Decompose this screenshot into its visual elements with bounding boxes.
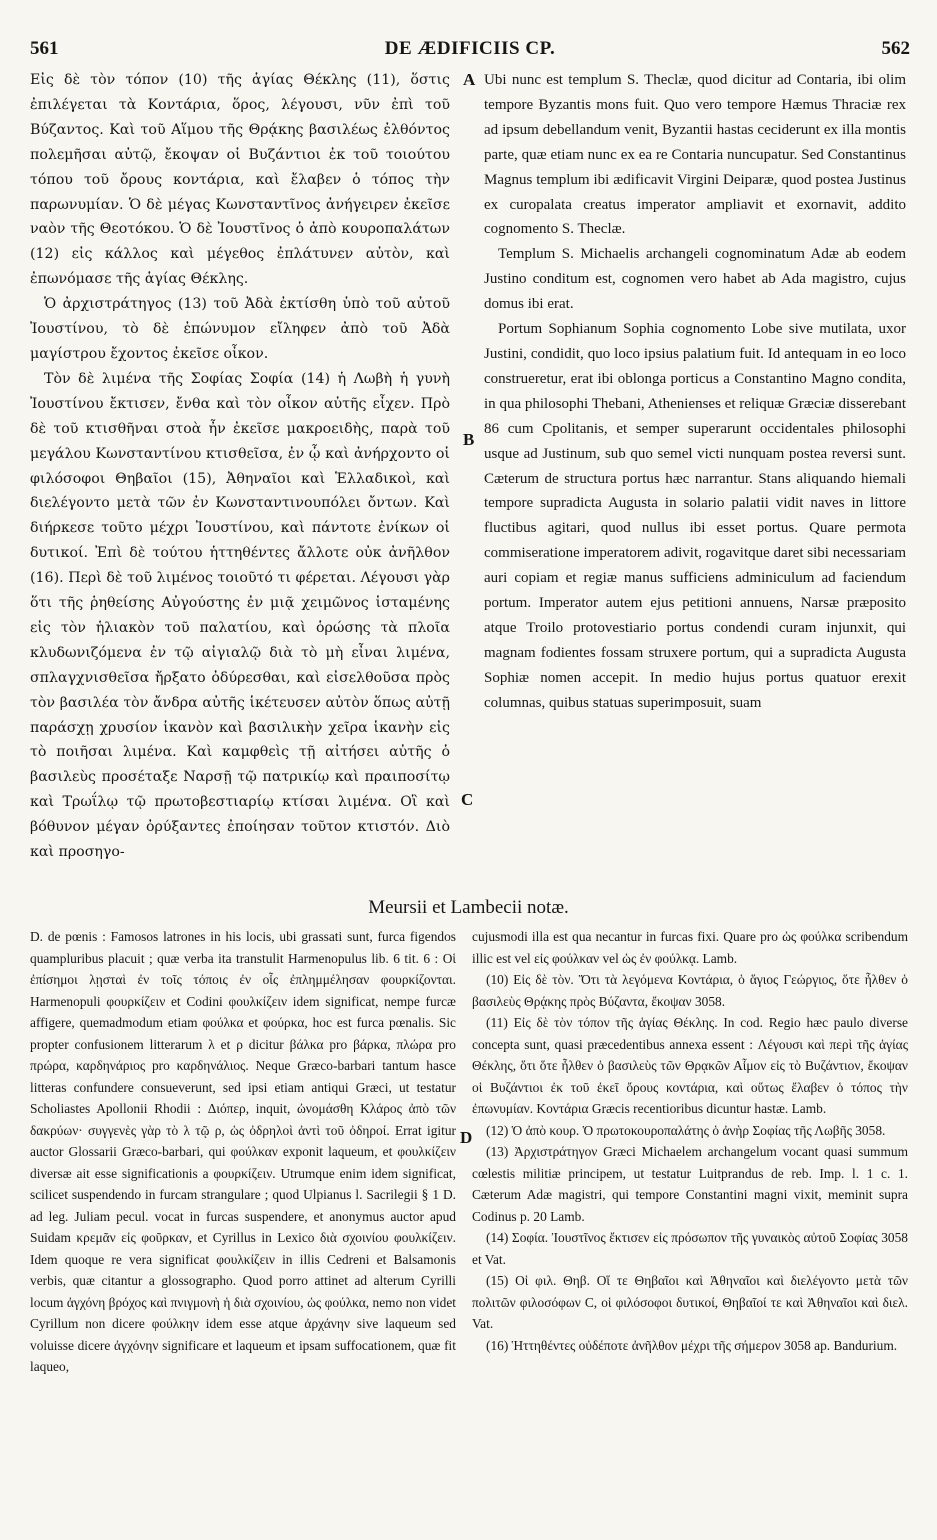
page-header: [30, 38, 910, 62]
note-paragraph: (15) Οἱ φιλ. Θηβ. Οἵ τε Θηβαῖοι καὶ Ἀθηναῖοι καὶ διελέγοντο μετὰ τῶν πολιτῶν φιλοσόφων C, οἱ φιλόσοφοι δυτικοί, Θηβαῖοί τε καὶ Ἀθηναῖοι καὶ διελ. Vat.: [472, 1273, 908, 1331]
section-marker-d: D: [460, 1128, 473, 1147]
latin-paragraph: Ubi nunc est templum S. Theclæ, quod dicitur ad Contaria, ibi olim tempore Byzantis mons fuit. Quo vero tempore Hæmus Thraciæ rex ad ipsum debellandum venit, Byzantii hastas ceciderunt ex illa montis parte, quæ etiam nunc ex ea re Contaria nuncupatur. Sed Constantinus Magnus templum ibi ædificavit Virgini Deiparæ, quod postea Justinus ex curopalata creatus imperator ampliavit et exornavit, addito cognomento S. Theclæ.: [484, 72, 906, 238]
running-title: DE ÆDIFICIIS CP.: [384, 38, 556, 59]
greek-paragraph: Ὁ ἀρχιστράτηγος (13) τοῦ Ἀδὰ ἐκτίσθη ὑπὸ τοῦ αὐτοῦ Ἰουστίνου, τὸ δὲ ἐπώνυμον εἴληφεν ἀπὸ τοῦ Ἀδὰ μαγίστρου ἔχοντος ἐκεῖσε οἶκον.: [30, 296, 450, 362]
note-paragraph: D. de pœnis : Famosos latrones in his locis, ubi grassati sunt, furca figendos quampluribus placuit ; quæ verba ita transtulit Harmenopulus lib. 6 tit. 6 : Οἱ ἐπίσημοι λῃσταὶ ἐν τοῖς τόποις ἐν οἷς ἐπλημμέλησαν φουρκίζονται. Harmenopuli φουρκίζειν et Codini φουλκίζειν idem significat, nempe furcæ affigere, quemadmodum etiam φούλκα et φούρκα, hoc est furca pœnalis. Sic propter confusionem litterarum λ et ρ dicitur βάλκα pro βάρκα, πλώρα pro πρώρα, καρδηνάριος pro καρδηνάλιος. Neque Græco-barbari tantum hasce litteras confundere consueverunt, sed ipsi etiam antiqui Græci, ut testatur Scholiastes Apollonii Rhodii : Διόπερ, inquit, ὠνομάσθη Κλάρος ἀπὸ τῶν δακρύων· συγγενὲς γὰρ τὸ λ τῷ ρ, ὡς ὀδρηλοὶ ἀντὶ τοῦ ὀδηροί. Errat igitur auctor Glossarii Græco-barbari, qui φούλκαν exponit laqueum, et φουλκίζειν diversæ ait esse significationis a φουρκίζειν. Utrumque enim idem significat, scilicet suspendendo in furcam strangulare ; quod Ulpianus l. Sacrilegii § 1 D. ad leg. Juliam pecul. vocat in furcas suspendere, et anonymus auctor apud Suidam κρεμᾶν εἰς φοῦρκαν, et Cyrillus in Lexico διὰ σχοινίου φουλκίζειν. Idem quoque re vera significat φουλκίζειν in illis Cedreni et Balsamonis verbis, quæ citantur a glossographo. Quod porro attinet ad alterum Cyrilli locum ἀγχόνη βρόχος καὶ πνιγμονὴ ἡ διὰ σχοινίου, ὡς φούλκα, nemo non videt Cyrillum non dicere φούλκην idem esse atque ἀρχάνην sive laqueum sed voluisse dicere ἀγχόνην significare et laqueum et ipsam suffocationem, quæ fit laqueo,: [30, 929, 456, 1374]
note-paragraph: (11) Εἰς δὲ τὸν τόπον τῆς ἁγίας Θέκλης. In cod. Regio hæc paulo diverse concepta sunt, quasi præcedentibus annexa essent : Λέγουσι καὶ περὶ τῆς ἁγίας Θέκλης, ὅτι ὅτε ἦλθεν ὁ βασιλεὺς τῶν Θρᾳκῶν Αἷμον εἰς τὸ Βυζάντιον, ἔκοψαν οἱ Βυζάντιοι ἐκ τοῦ ἐκεῖ ὄρους κοντάρια, καὶ οὕτως ἔλαβεν ὁ τόπος τὴν ἐπωνυμίαν. Κοντάρια Græcis recentioribus dicuntur hastæ. Lamb.: [472, 1015, 908, 1116]
page-number-right: 562: [881, 38, 910, 59]
note-paragraph: (10) Εἰς δὲ τὸν. Ὅτι τὰ λεγόμενα Κοντάρια, ὁ ἅγιος Γεώργιος, ὅτε ἦλθεν ὁ βασιλεὺς Θρᾴκης πρὸς Βύζαντα, ἔκοψαν 3058.: [472, 972, 908, 1009]
note-paragraph: (14) Σοφία. Ἰουστῖνος ἔκτισεν εἰς πρόσωπον τῆς γυναικὸς αὐτοῦ Σοφίας 3058 et Vat.: [472, 1230, 908, 1267]
latin-paragraph: Templum S. Michaelis archangeli cognominatum Adæ ab eodem Justino conditum est, cognomen vero habet ab Ada magistro, cujus domus ibi erat.: [484, 246, 906, 313]
notes-heading: Meursii et Lambecii notæ.: [368, 897, 569, 918]
note-paragraph: cujusmodi illa est qua necantur in furcas fixi. Quare pro ὡς φούλκα scribendum illic est vel εἰς φούλκαν vel ὡς ἐν φούλκᾳ. Lamb.: [472, 929, 908, 966]
section-marker-c: C: [461, 790, 474, 809]
notes-left-column: [30, 926, 456, 1378]
section-marker-a: A: [463, 70, 476, 89]
greek-text-column: [30, 68, 450, 865]
greek-paragraph: Εἰς δὲ τὸν τόπον (10) τῆς ἁγίας Θέκλης (11), ὅστις ἐπιλέγεται τὰ Κοντάρια, ὅρος, λέγουσι, νῦν ἐπὶ τοῦ Βύζαντος. Καὶ τοῦ Αἵμου τῆς Θρᾴκης βασιλέως ἐλθόντος πολεμῆσαι αὐτῷ, ἔκοψαν οἱ Βυζάντιοι ἐκ τοῦ τοιούτου τόπου τοῦ ὄρους κοντάρια, καὶ ἔλαβεν ὁ τόπος τὴν παρωνυμίαν. Ὁ δὲ μέγας Κωνσταντῖνος ἀνήγειρεν ἐκεῖσε ναὸν τῆς Θεοτόκου. Ὁ δὲ Ἰουστῖνος ὁ ἀπὸ κουροπαλάτων (12) εἰς κάλλος καὶ μέγεθος ἐπλάτυνεν αὐτὸν, καὶ ἐπωνόμασε τῆς ἁγίας Θέκλης.: [30, 72, 450, 288]
latin-paragraph: Portum Sophianum Sophia cognomento Lobe sive mutilata, uxor Justini, condidit, quo loco ipsius palatium fuit. Id antequam in eo loco construeretur, erat ibi oblonga porticus a Constantino Magno condita, in qua philosophi Thebani, Athenienses et reliquæ Græciæ disserebant 86 cum Cpolitanis, et semper superarunt occidentales philosophi usque ad Justinum, sub quo semel victi nunquam postea reversi sunt. Cæterum de structura portus hæc narrantur. Stans aliquando hiemali tempore supradicta Augusta in solario palatii vidit naves in littore fluctibus agitari, quod nullus ibi esset portus. Quare permota commiseratione imperatorem adivit, rogavitque daret sibi necessariam auri copiam et regiæ manus sufficiens adminiculum ad faciendum portum. Imperator autem ejus petitioni annuens, Narsæ præposito atque Troilo protovestiario portus condendi curam injunxit, qui magnam fodientes fossam struxere portum, qui a supradicta Augusta Sophiæ nomen accepit. In medio hujus portus quatuor erexit columnas, quibus statuas superimposuit, suam: [484, 321, 906, 711]
latin-translation-column: [484, 68, 906, 716]
note-paragraph: (12) Ὁ ἀπὸ κουρ. Ὁ πρωτοκουροπαλάτης ὁ ἀνὴρ Σοφίας τῆς Λωβῆς 3058.: [486, 1122, 886, 1138]
note-paragraph: (16) Ἡττηθέντες οὐδέποτε ἀνῆλθον μέχρι τῆς σήμερον 3058 ap. Bandurium.: [486, 1337, 898, 1353]
greek-paragraph: Τὸν δὲ λιμένα τῆς Σοφίας Σοφία (14) ἡ Λωβὴ ἡ γυνὴ Ἰουστίνου ἔκτισεν, ἔνθα καὶ τὸν οἶκον αὐτῆς εἶχεν. Πρὸ δὲ τοῦ κτισθῆναι στοὰ ἦν ἐκεῖσε μακροειδὴς, παρὰ τοῦ μεγάλου Κωνσταντίνου κτισθεῖσα, ἐν ᾧ καὶ ἀνήρχοντο οἱ φιλόσοφοι Θηβαῖοι (15), Ἀθηναῖοι καὶ Ἑλλαδικοὶ, καὶ διελέγοντο μετὰ τῶν ἐν Κωνσταντινουπόλει ὄντων. Καὶ διήρκεσε τοῦτο μέχρι Ἰουστίνου, καὶ πάντοτε ἐνίκων οἱ δυτικοί. Ἐπὶ δὲ τούτου ἡττηθέντες ἄλλοτε οὐκ ἀνῆλθον (16). Περὶ δὲ τοῦ λιμένος τοιοῦτό τι φέρεται. Λέγουσι γὰρ ὅτι τῆς ῥηθείσης Αὐγούστης ἐν μιᾷ χειμῶνος ἱσταμένης εἰς τὸν ἡλιακὸν τοῦ παλατίου, καὶ ὁρώσης τὰ πλοῖα κλυδωνιζόμενα ἐν τῷ αἰγιαλῷ διὰ τὸ μὴ εἶναι λιμένα, σπλαγχνισθεῖσα ἤρξατο ὀδύρεσθαι, καὶ εἰσελθοῦσα πρὸς τὸν βασιλέα τὸν ἄνδρα αὐτῆς ἱκέτευσεν αὐτὸν ὅπως αὐτῇ παράσχῃ χρυσίον ἱκανὸν καὶ βασιλικὴν χεῖρα ἱκανὴν εἰς τὸ ποιῆσαι λιμένα. Καὶ καμφθεὶς τῇ αἰτήσει αὐτῆς ὁ βασιλεὺς προσέταξε Ναρσῇ τῷ πατρικίῳ καὶ πραιποσίτῳ καὶ Τρωΐλῳ τῷ πρωτοβεστιαρίῳ κτίσαι λιμένα. Οἳ καὶ βόθυνον μέγαν ὀρύξαντες ἐποίησαν τοῦτον κτιστόν. Διὸ καὶ προσηγο-: [30, 370, 450, 861]
note-paragraph: (13) Ἀρχιστράτηγον Græci Michaelem archangelum vocant quasi summum cœlestis militiæ principem, ut testatur Luitprandus de reb. Imp. l. 1 c. 1. Cæterum Adæ magistri, qui tempore Constantini magni vixit, meminit supra Codinus p. 20 Lamb.: [472, 1144, 908, 1224]
section-marker-b: B: [463, 430, 475, 449]
notes-right-column: [472, 926, 908, 1356]
page-number-left: 561: [30, 38, 59, 59]
